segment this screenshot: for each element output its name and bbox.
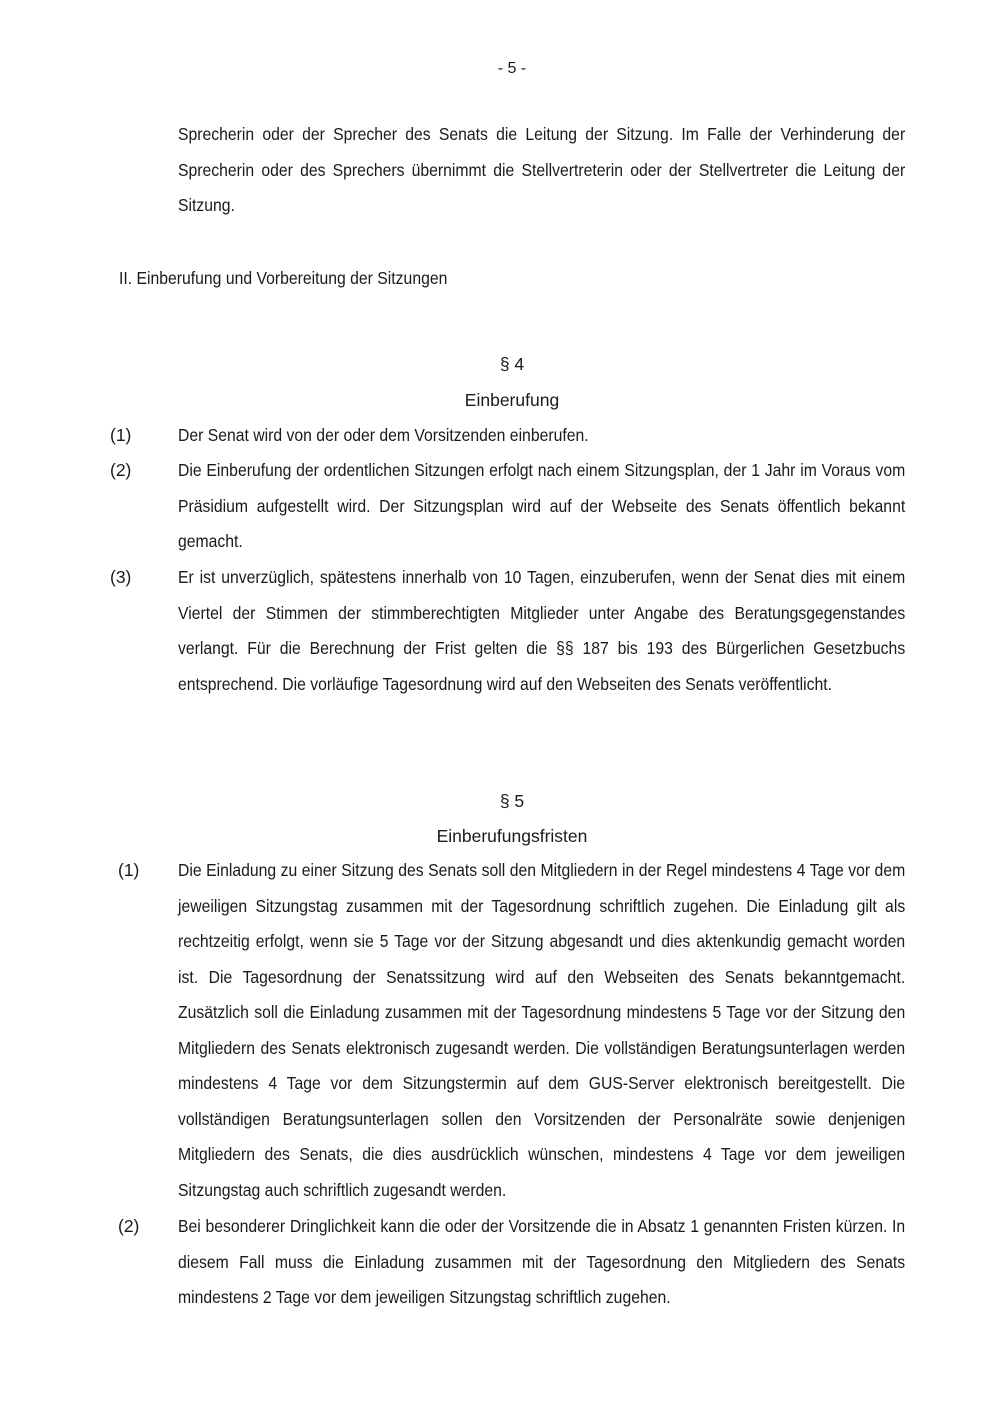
page-number: - 5 - bbox=[497, 60, 527, 77]
paragraph-text: Der Senat wird von der oder dem Vorsitzenden einberufen. bbox=[178, 425, 589, 445]
section-4-title: Einberufung bbox=[464, 390, 560, 410]
chapter-title-text: II. Einberufung und Vorbereitung der Sitzungen bbox=[119, 268, 448, 288]
paragraph-number: (2) bbox=[118, 1216, 140, 1236]
paragraph-number: (1) bbox=[110, 425, 132, 445]
paragraph-text: Bei besonderer Dringlichkeit kann die oder der Vorsitzende die in Absatz 1 genannten Fristen kürzen. In diesem Fall muss die Einladung zusammen mit der Tagesordnung den Mitgliedern des Senats mindestens 2 Tage vor dem jeweiligen Sitzungstag schriftlich zugehen. bbox=[178, 1216, 906, 1307]
section-5-number: § 5 bbox=[499, 791, 525, 811]
paragraph-text: Die Einladung zu einer Sitzung des Senats soll den Mitgliedern in der Regel mindestens 4 Tage vor dem jeweiligen Sitzungstag zusammen mit der Tagesordnung schriftlich zugehen. Die Einladung gilt als rechtzeitig erfolgt, wenn sie 5 Tage vor der Sitzung abgesandt und dies aktenkundig gemacht worden ist. Die Tagesordnung der Senatssitzung wird auf den Webseiten des Senats bekanntgemacht. Zusätzlich soll die Einladung zusammen mit der Tagesordnung mindestens 5 Tage vor der Sitzung den Mitgliedern des Senats elektronisch zugesandt werden. Die vollständigen Beratungsunterlagen werden mindestens 4 Tage vor dem Sitzungstermin auf dem GUS-Server elektronisch bereitgestellt. Die vollständigen Beratungsunterlagen sollen den Vorsitzenden der Personalräte sowie denjenigen Mitgliedern des Senats, die dies ausdrücklich wünschen, mindestens 4 Tage vor dem jeweiligen Sitzungstag auch schriftlich zugesandt werden. bbox=[178, 860, 906, 1200]
paragraph-text: Er ist unverzüglich, spätestens innerhalb von 10 Tagen, einzuberufen, wenn der Senat dies mit einem Viertel der Stimmen der stimmberechtigten Mitglieder unter Angabe des Beratungsgegenstandes verlangt. Für die Berechnung der Frist gelten die §§ 187 bis 193 des Bürgerlichen Gesetzbuchs entsprechend. Die vorläufige Tagesordnung wird auf den Webseiten des Senats veröffentlicht. bbox=[178, 567, 906, 694]
section-5-title: Einberufungsfristen bbox=[436, 826, 588, 846]
continuation-paragraph: Sprecherin oder der Sprecher des Senats die Leitung der Sitzung. Im Falle der Verhinderung der Sprecherin oder des Sprechers übernimmt die Stellvertreterin oder der Stellvertreter die Leitung der Sitzung. bbox=[178, 124, 906, 215]
chapter-title bbox=[119, 268, 484, 289]
paragraph-number: (2) bbox=[110, 460, 132, 480]
paragraph-number: (3) bbox=[110, 567, 132, 587]
paragraph-text: Die Einberufung der ordentlichen Sitzungen erfolgt nach einem Sitzungsplan, der 1 Jahr im Voraus vom Präsidium aufgestellt wird. Der Sitzungsplan wird auf der Webseite des Senats öffentlich bekannt gemacht. bbox=[178, 460, 906, 551]
section-4-number: § 4 bbox=[499, 354, 525, 374]
paragraph-number: (1) bbox=[118, 860, 140, 880]
